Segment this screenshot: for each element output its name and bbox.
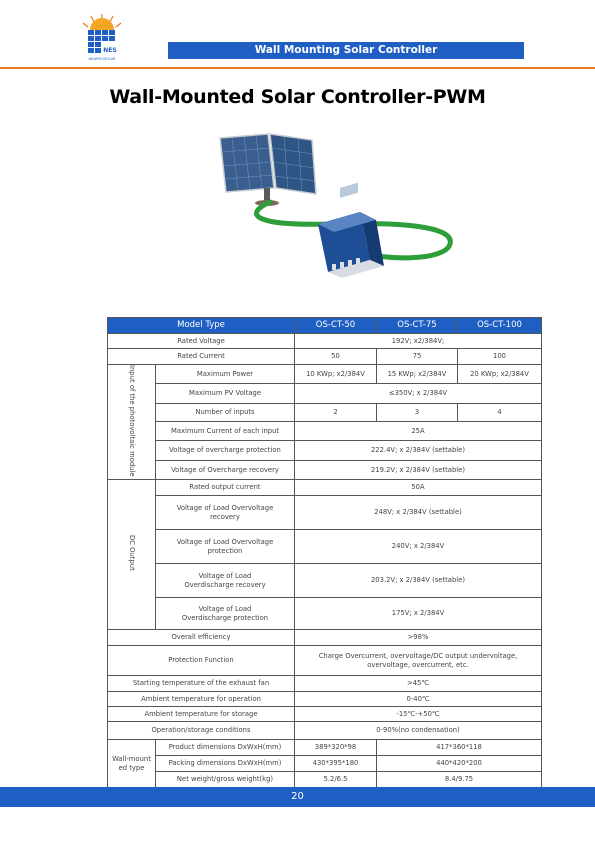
load-od-recovery-value: 203.2V; x 2/384V (settable) [295, 564, 542, 598]
ambient-storage-value: -15℃-+50℃ [295, 707, 542, 722]
overall-efficiency-label: Overall efficiency [108, 630, 295, 646]
max-power-75: 15 KWp; x2/384V [377, 365, 458, 384]
product-dim-75-100: 417*360*118 [377, 740, 542, 756]
load-ov-recovery-label: Voltage of Load Overvoltage recovery [156, 496, 295, 530]
overcharge-protection-value: 222.4V; x 2/384V (settable) [295, 441, 542, 460]
packing-dim-50: 430*395*180 [295, 756, 377, 772]
rated-voltage-value: 192V; x2/384V; [295, 334, 542, 349]
ambient-storage-label: Ambient temperature for storage [108, 707, 295, 722]
header-model-100: OS-CT-100 [458, 318, 542, 334]
header-model-50: OS-CT-50 [295, 318, 377, 334]
exhaust-fan-label: Starting temperature of the exhaust fan [108, 676, 295, 692]
rated-output-current-label: Rated output current [156, 480, 295, 496]
max-current-input-label: Maximum Current of each input [156, 421, 295, 440]
logo-text: NES [103, 47, 117, 54]
load-od-recovery-label: Voltage of Load Overdischarge recovery [156, 564, 295, 598]
load-od-protection-value: 175V; x 2/384V [295, 598, 542, 630]
header-model-type: Model Type [108, 318, 295, 334]
product-image [200, 126, 470, 296]
max-power-50: 10 KWp; x2/384V [295, 365, 377, 384]
max-current-input-value: 25A [295, 421, 542, 440]
inputs-label: Number of inputs [156, 403, 295, 421]
ambient-operation-label: Ambient temperature for operation [108, 692, 295, 707]
rated-current-label: Rated Current [108, 349, 295, 365]
logo-subtext: NEWEGOSOLAR [88, 57, 116, 61]
inputs-100: 4 [458, 403, 542, 421]
page-number: 20 [0, 787, 595, 807]
max-pv-voltage-value: ≤350V; x 2/384V [295, 384, 542, 403]
load-ov-recovery-value: 248V; x 2/384V (settable) [295, 496, 542, 530]
page-title: Wall-Mounted Solar Controller-PWM [109, 86, 486, 108]
input-group-label: Input of the photovoltaic module [108, 365, 156, 480]
exhaust-fan-value: >45℃ [295, 676, 542, 692]
header-model-75: OS-CT-75 [377, 318, 458, 334]
overall-efficiency-value: >98% [295, 630, 542, 646]
overcharge-recovery-value: 219.2V; x 2/384V (settable) [295, 460, 542, 479]
spec-table [107, 317, 542, 788]
header-banner: Wall Mounting Solar Controller [168, 42, 524, 59]
rated-current-75: 75 [377, 349, 458, 365]
max-pv-voltage-label: Maximum PV Voltage [156, 384, 295, 403]
load-ov-protection-label: Voltage of Load Overvoltage protection [156, 530, 295, 564]
inputs-75: 3 [377, 403, 458, 421]
packing-dim-label: Packing dimensions DxWxH(mm) [156, 756, 295, 772]
header-divider [0, 67, 595, 69]
protection-function-label: Protection Function [108, 646, 295, 676]
inputs-50: 2 [295, 403, 377, 421]
protection-function-value: Charge Overcurrent, overvoltage/DC output undervoltage, overvoltage, overcurrent, etc. [295, 646, 542, 676]
rated-current-100: 100 [458, 349, 542, 365]
rated-voltage-label: Rated Voltage [108, 334, 295, 349]
op-conditions-label: Operation/storage conditions [108, 722, 295, 740]
wall-mount-group-label: Wall-mount ed type [108, 740, 156, 788]
overcharge-protection-label: Voltage of overcharge protection [156, 441, 295, 460]
dc-output-group-label: DC Output [108, 480, 156, 630]
ambient-operation-value: 0-40℃ [295, 692, 542, 707]
product-dim-label: Product dimensions DxWxH(mm) [156, 740, 295, 756]
op-conditions-value: 0-90%(no condensation) [295, 722, 542, 740]
product-dim-50: 389*320*98 [295, 740, 377, 756]
load-ov-protection-value: 240V; x 2/384V [295, 530, 542, 564]
overcharge-recovery-label: Voltage of Overcharge recovery [156, 460, 295, 479]
weight-50: 5.2/6.5 [295, 772, 377, 788]
company-logo [80, 12, 124, 64]
packing-dim-75-100: 440*420*200 [377, 756, 542, 772]
weight-75-100: 8.4/9.75 [377, 772, 542, 788]
max-power-100: 20 KWp; x2/384V [458, 365, 542, 384]
rated-output-current-value: 50A [295, 480, 542, 496]
weight-label: Net weight/gross weight(kg) [156, 772, 295, 788]
load-od-protection-label: Voltage of Load Overdischarge protection [156, 598, 295, 630]
rated-current-50: 50 [295, 349, 377, 365]
max-power-label: Maximum Power [156, 365, 295, 384]
